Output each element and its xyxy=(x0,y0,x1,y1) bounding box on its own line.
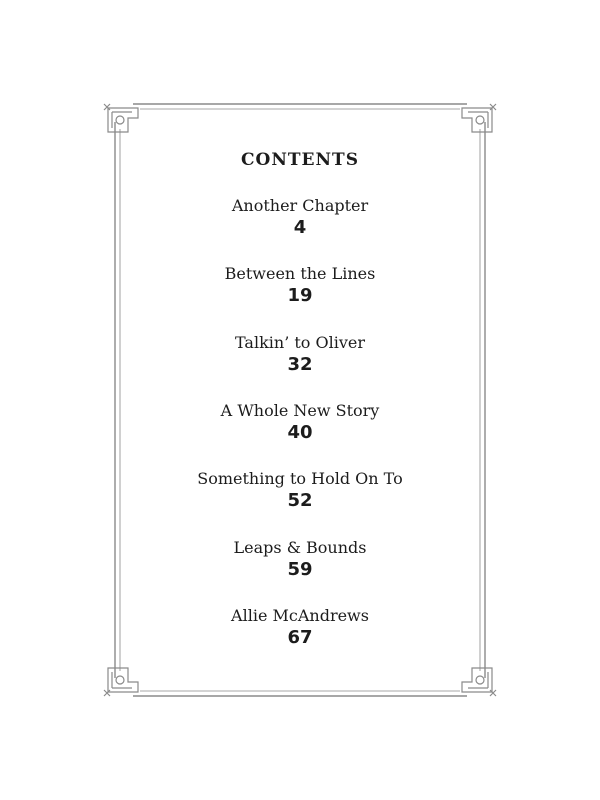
page-number: 19 xyxy=(287,285,313,306)
chapter-title: Allie McAndrews xyxy=(231,606,369,625)
chapter-title: Leaps & Bounds xyxy=(233,538,367,557)
chapter-title: Talkin’ to Oliver xyxy=(234,333,366,352)
page-number: 4 xyxy=(293,217,307,238)
table-of-contents xyxy=(130,0,470,800)
toc-entry[interactable] xyxy=(130,469,470,512)
toc-entry[interactable] xyxy=(130,401,470,444)
toc-entry[interactable] xyxy=(130,333,470,376)
page-number: 32 xyxy=(287,354,313,375)
toc-entry[interactable] xyxy=(130,538,470,581)
toc-entry[interactable] xyxy=(130,606,470,649)
page-number: 40 xyxy=(287,422,313,443)
chapter-title: Something to Hold On To xyxy=(197,469,403,488)
chapter-title: Another Chapter xyxy=(231,196,369,215)
toc-entry[interactable] xyxy=(130,264,470,307)
page-number: 59 xyxy=(287,559,313,580)
toc-entry[interactable] xyxy=(130,196,470,239)
page-number: 67 xyxy=(287,627,313,648)
contents-heading: CONTENTS xyxy=(241,150,359,170)
chapter-title: Between the Lines xyxy=(224,264,376,283)
chapter-title: A Whole New Story xyxy=(220,401,380,420)
page-number: 52 xyxy=(287,490,313,511)
